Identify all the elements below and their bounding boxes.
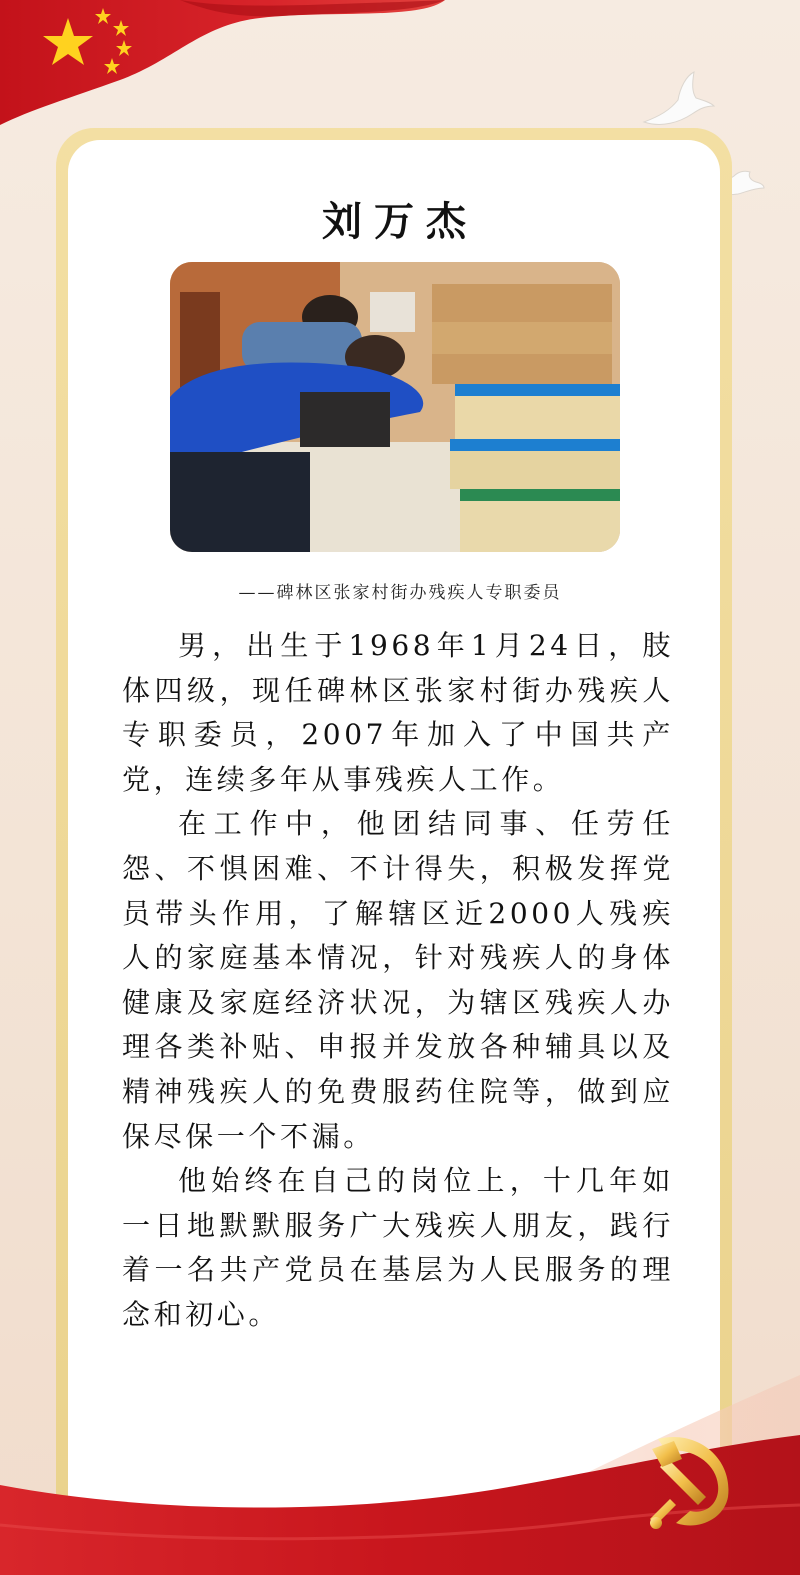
bio-paragraph: 在工作中，他团结同事、任劳任怨、不惧困难、不计得失，积极发挥党员带头作用，了解辖区近2000人残疾人的家庭基本情况，针对残疾人的身体健康及家庭经济状况，为辖区残疾人办理各类补贴、申报并发放各种辅具以及精神残疾人的免费服药住院等，做到应保尽保一个不漏。 (122, 807, 674, 1153)
party-emblem-icon (628, 1419, 748, 1539)
dove-icon (640, 70, 716, 134)
bio-paragraph: 他始终在自己的岗位上，十几年如一日地默默服务广大残疾人朋友，践行着一名共产党员在基层为人民服务的理念和初心。 (122, 1164, 674, 1331)
photo-caption: ——碑林区张家村街办残疾人专职委员 (238, 583, 562, 603)
profile-photo (170, 262, 620, 552)
flag-icon (0, 0, 460, 140)
biography-text (122, 624, 674, 1338)
person-name: 刘万杰 (322, 198, 478, 245)
bio-paragraph: 男，出生于1968年1月24日，肢体四级，现任碑林区张家村街办残疾人专职委员，2007年加入了中国共产党，连续多年从事残疾人工作。 (122, 629, 674, 796)
